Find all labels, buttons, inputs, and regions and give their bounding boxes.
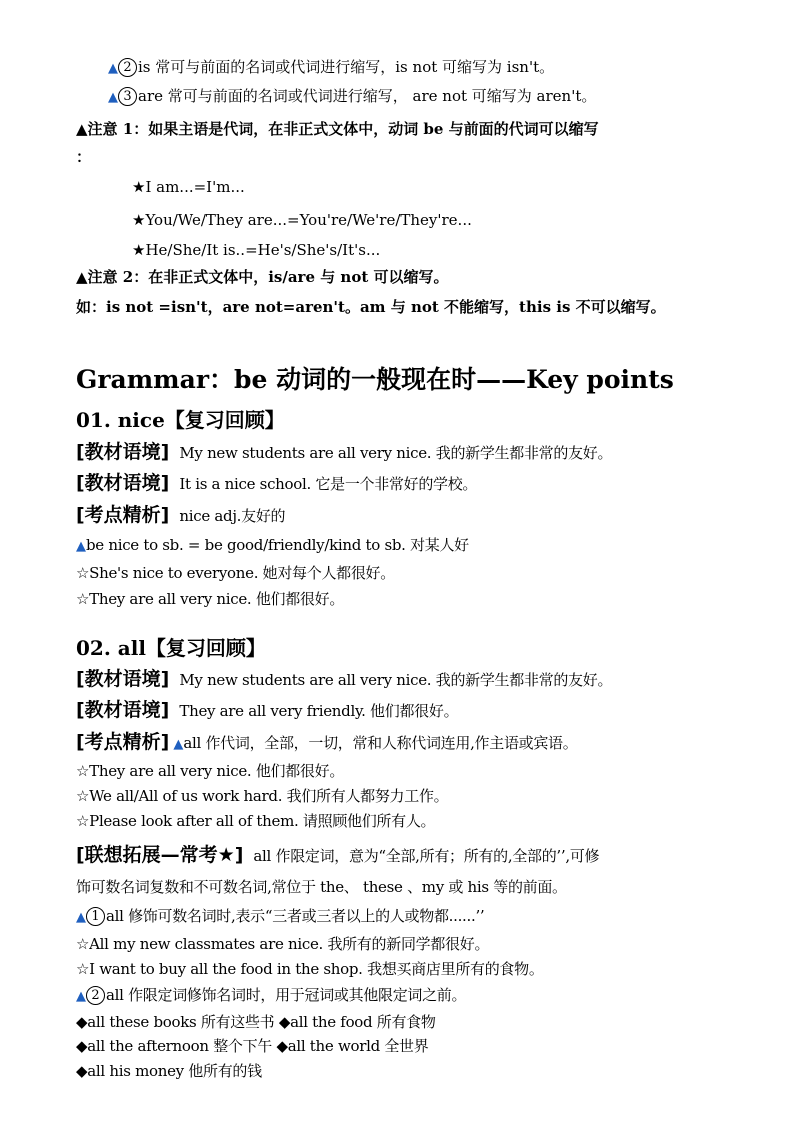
context-text: My new students are all very nice. 我的新学生都非常的友好。 xyxy=(179,671,613,689)
analysis-text: nice adj.友好的 xyxy=(179,507,286,525)
section-2-example-3: ☆Please look after all of them. 请照顾他们所有人。 xyxy=(76,812,436,830)
analysis-label: [考点精析] xyxy=(76,731,170,753)
extension-point-2 xyxy=(76,984,466,1008)
item-3-text: are 常可与前面的名词或代词进行缩写， are not 可缩写为 aren't。 xyxy=(138,87,597,105)
item-3 xyxy=(108,85,596,109)
phrase-line-3: ◆all his money 他所有的钱 xyxy=(76,1062,262,1080)
section-2-example-2: ☆We all/All of us work hard. 我们所有人都努力工作。 xyxy=(76,787,449,805)
triangle-icon: ▲ xyxy=(76,539,86,554)
section-1-point xyxy=(76,534,469,558)
section-2-heading: 02. all【复习回顾】 xyxy=(76,636,266,660)
section-2-context-2 xyxy=(76,699,458,722)
extension-point-1 xyxy=(76,905,484,929)
circled-number-2: 2 xyxy=(86,986,105,1005)
section-1-example-1: ☆She's nice to everyone. 她对每个人都很好。 xyxy=(76,564,395,582)
context-label: [教材语境] xyxy=(76,472,170,494)
context-label: [教材语境] xyxy=(76,668,170,690)
phrase-line-1: ◆all these books 所有这些书 ◆all the food 所有食物 xyxy=(76,1013,436,1031)
circled-number-3: 3 xyxy=(118,87,137,106)
section-1-context-2 xyxy=(76,472,477,495)
triangle-icon: ▲ xyxy=(108,61,118,76)
triangle-icon: ▲ xyxy=(76,989,86,1004)
triangle-icon: ▲ xyxy=(76,910,86,925)
analysis-text: all 作代词，全部，一切，常和人称代词连用,作主语或宾语。 xyxy=(183,734,578,752)
note-2: ▲注意 2：在非正式文体中，is/are 与 not 可以缩写。 xyxy=(76,268,449,286)
point-text: be nice to sb. = be good/friendly/kind to sb. 对某人好 xyxy=(86,536,469,554)
note-1-wrap: ： xyxy=(76,148,92,166)
context-label: [教材语境] xyxy=(76,441,170,463)
section-2-analysis xyxy=(76,731,577,756)
example-1: ★I am...=I'm... xyxy=(132,178,245,196)
context-text: They are all very friendly. 他们都很好。 xyxy=(179,702,459,720)
section-2-extension xyxy=(76,844,599,867)
note-1: ▲注意 1：如果主语是代词，在非正式文体中，动词 be 与前面的代词可以缩写 xyxy=(76,120,599,138)
section-2-context-1 xyxy=(76,668,612,691)
item-2-text: is 常可与前面的名词或代词进行缩写，is not 可缩写为 isn't。 xyxy=(138,58,555,76)
section-1-heading: 01. nice【复习回顾】 xyxy=(76,408,285,432)
circled-number-2: 2 xyxy=(118,58,137,77)
section-2-example-1: ☆They are all very nice. 他们都很好。 xyxy=(76,762,345,780)
section-1-analysis xyxy=(76,504,285,527)
context-text: It is a nice school. 它是一个非常好的学校。 xyxy=(179,475,478,493)
phrase-line-2: ◆all the afternoon 整个下午 ◆all the world 全世界 xyxy=(76,1037,429,1055)
context-text: My new students are all very nice. 我的新学生都非常的友好。 xyxy=(179,444,613,462)
point-1-example-1: ☆All my new classmates are nice. 我所有的新同学都很好。 xyxy=(76,935,490,953)
triangle-icon: ▲ xyxy=(108,90,118,105)
grammar-title: Grammar：be 动词的一般现在时——Key points xyxy=(76,365,674,394)
triangle-icon: ▲ xyxy=(173,737,184,752)
circled-number-1: 1 xyxy=(86,907,105,926)
item-2 xyxy=(108,56,554,80)
section-2-extension-wrap: 饰可数名词复数和不可数名词,常位于 the、 these 、my 或 his 等的前面。 xyxy=(76,878,567,896)
point-1-example-2: ☆I want to buy all the food in the shop. 我想买商店里所有的食物。 xyxy=(76,960,544,978)
note-2-example: 如：is not =isn't，are not=aren't。am 与 not 不能缩写，this is 不可以缩写。 xyxy=(76,298,666,316)
example-3: ★He/She/It is..=He's/She's/It's... xyxy=(132,241,381,259)
analysis-label: [考点精析] xyxy=(76,504,170,526)
context-label: [教材语境] xyxy=(76,699,170,721)
point-1-text: all 修饰可数名词时,表示“三者或三者以上的人或物都......’’ xyxy=(106,907,485,925)
extension-text: all 作限定词，意为“全部,所有；所有的,全部的’’,可修 xyxy=(253,847,600,865)
example-2: ★You/We/They are...=You're/We're/They're... xyxy=(132,211,472,229)
extension-label: [联想拓展—常考★] xyxy=(76,844,244,866)
section-1-example-2: ☆They are all very nice. 他们都很好。 xyxy=(76,590,345,608)
point-2-text: all 作限定词修饰名词时，用于冠词或其他限定词之前。 xyxy=(106,986,467,1004)
section-1-context-1 xyxy=(76,441,612,464)
